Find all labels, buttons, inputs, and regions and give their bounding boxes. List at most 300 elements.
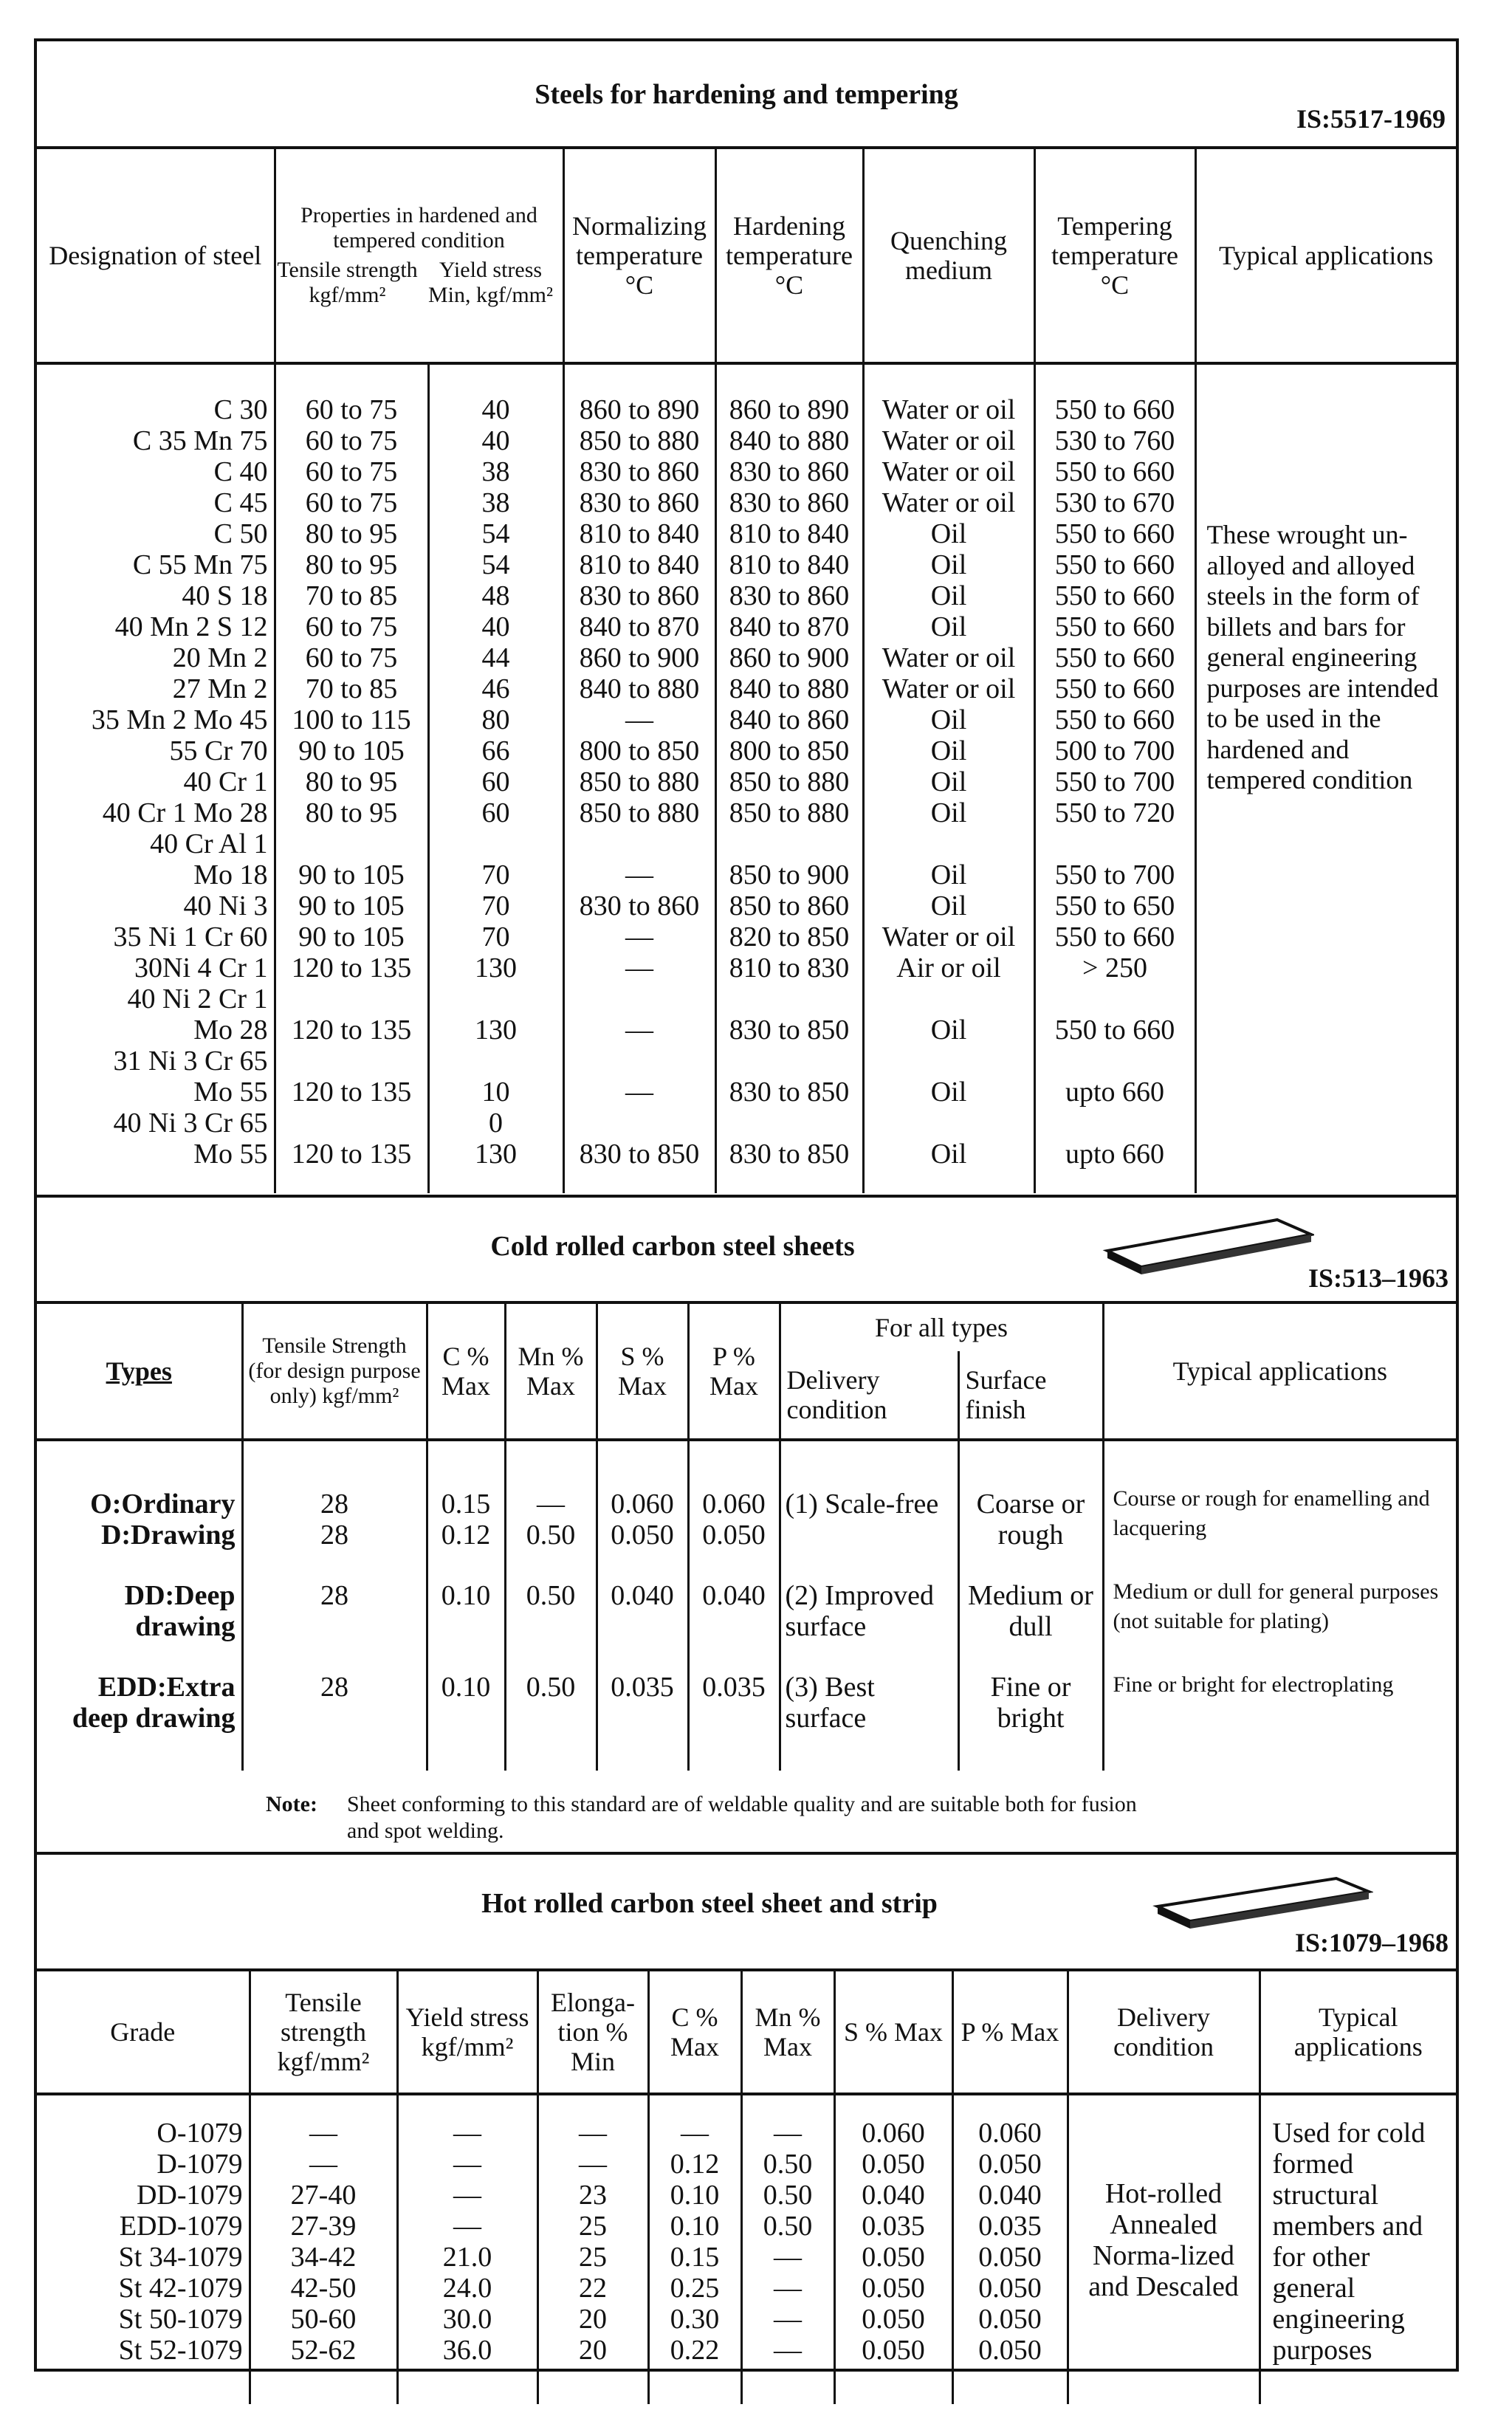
- table-cell: 830 to 860: [579, 487, 700, 518]
- header-s: S % Max: [597, 1304, 688, 1440]
- type-edd: EDD:Extra deep drawing: [72, 1672, 236, 1734]
- table-cell: 27-39: [290, 2211, 357, 2242]
- column-tempering: [1034, 363, 1195, 1193]
- table-cell: 23: [579, 2180, 607, 2211]
- table-cell: —: [625, 704, 653, 735]
- table-cell: O-1079: [157, 2118, 243, 2149]
- section2-standard: IS:513–1963: [1307, 1263, 1449, 1293]
- table-cell: 0.035: [978, 2211, 1042, 2242]
- table-cell: —: [309, 2118, 337, 2149]
- table-cell: [1036, 828, 1195, 859]
- table-cell: C 55 Mn 75: [132, 549, 268, 580]
- s-o: 0.060: [611, 1489, 674, 1520]
- delivery-3: (3) Best surface: [785, 1672, 875, 1734]
- c-d: 0.12: [441, 1520, 491, 1551]
- header-hardening: Hardening temperature °C: [715, 149, 863, 363]
- table-cell: 850 to 880: [579, 425, 700, 456]
- table-cell: 100 to 115: [292, 704, 411, 735]
- table-cell: [565, 1108, 715, 1139]
- table-cell: 830 to 860: [729, 487, 850, 518]
- table-cell: [865, 1108, 1034, 1139]
- table-cell: 120 to 135: [291, 952, 412, 983]
- table-cell: [430, 1046, 563, 1077]
- table-cell: 850 to 860: [729, 890, 850, 921]
- table-cell: 550 to 660: [1054, 642, 1175, 673]
- delivery-1: (1) Scale-free: [785, 1489, 939, 1520]
- table-cell: 0.050: [978, 2273, 1042, 2304]
- table-cell: Water or oil: [882, 425, 1016, 456]
- table-cell: 860 to 890: [579, 394, 700, 425]
- s-dd: 0.040: [611, 1580, 674, 1611]
- table-cell: 0.050: [862, 2273, 925, 2304]
- table-cell: —: [774, 2335, 802, 2366]
- table-cell: 30.0: [442, 2304, 492, 2335]
- header-delivery: Delivery condition: [1068, 1971, 1260, 2094]
- table-cell: 830 to 850: [729, 1015, 850, 1046]
- column-tensile: [250, 2094, 397, 2404]
- header-tensile: Tensile strength kgf/mm²: [277, 258, 418, 307]
- table-cell: C 40: [213, 456, 268, 487]
- table-cell: 70: [481, 890, 510, 921]
- table-cell: C 50: [213, 518, 268, 549]
- table-cell: 48: [481, 580, 510, 611]
- table-cell: Mo 18: [193, 859, 268, 890]
- type-o: O:Ordinary: [90, 1489, 236, 1520]
- table-cell: 530 to 760: [1054, 425, 1175, 456]
- column-quenching: [863, 363, 1034, 1193]
- table-cell: 840 to 880: [729, 673, 850, 704]
- table-cell: 550 to 700: [1054, 766, 1175, 797]
- table-cell: 130: [475, 952, 517, 983]
- section3-title: Hot rolled carbon steel sheet and strip: [481, 1888, 938, 1919]
- table-cell: upto 660: [1065, 1077, 1165, 1108]
- header-types: Types: [37, 1304, 242, 1440]
- s-edd: 0.035: [611, 1672, 674, 1703]
- table-cell: [865, 1046, 1034, 1077]
- table-cell: 38: [481, 456, 510, 487]
- table-cell: 40 Ni 3: [183, 890, 268, 921]
- table-cell: —: [453, 2180, 481, 2211]
- table-cell: Oil: [930, 611, 967, 642]
- header-surface: Surface finish: [958, 1351, 1103, 1440]
- c-o: 0.15: [441, 1489, 491, 1520]
- table-cell: 800 to 850: [729, 735, 850, 766]
- section2-title: Cold rolled carbon steel sheets: [490, 1231, 855, 1262]
- table-cell: 27-40: [290, 2180, 357, 2211]
- column-elongation: [537, 2094, 648, 2404]
- table-cell: 22: [579, 2273, 607, 2304]
- table-cell: 860 to 900: [729, 642, 850, 673]
- table-cell: 70: [481, 921, 510, 952]
- header-normalizing: Normalizing temperature °C: [563, 149, 715, 363]
- table-cell: [1036, 983, 1195, 1015]
- table-cell: Oil: [930, 549, 967, 580]
- table-cell: 40 S 18: [182, 580, 268, 611]
- table-cell: 54: [481, 518, 510, 549]
- tensile-o: 28: [320, 1489, 348, 1520]
- table-cell: 40: [481, 611, 510, 642]
- table-cell: —: [625, 1015, 653, 1046]
- column-c: [648, 2094, 741, 2404]
- table-cell: St 50-1079: [118, 2304, 243, 2335]
- table-cell: 90 to 105: [298, 735, 405, 766]
- header-designation: Designation of steel: [37, 149, 275, 363]
- table-cell: [565, 1046, 715, 1077]
- header-for-all-types: For all types: [780, 1304, 1103, 1351]
- table-cell: [717, 983, 862, 1015]
- mn-edd: 0.50: [526, 1672, 576, 1703]
- table-cell: 90 to 105: [298, 890, 405, 921]
- table-cell: 0.060: [862, 2118, 925, 2149]
- table-cell: 810 to 840: [579, 518, 700, 549]
- table-cell: 25: [579, 2211, 607, 2242]
- column-delivery: [780, 1440, 958, 1771]
- column-mn: [505, 1440, 597, 1771]
- table-cell: 0.050: [978, 2335, 1042, 2366]
- table-cell: 80: [481, 704, 510, 735]
- table-cell: 830 to 860: [729, 580, 850, 611]
- table-cell: 550 to 660: [1054, 673, 1175, 704]
- header-c: C % Max: [427, 1304, 505, 1440]
- header-p: P % Max: [688, 1304, 780, 1440]
- table-cell: St 52-1079: [118, 2335, 243, 2366]
- header-s: S % Max: [834, 1971, 952, 2094]
- table-cell: 130: [475, 1015, 517, 1046]
- table-cell: 0.060: [978, 2118, 1042, 2149]
- table-cell: Water or oil: [882, 642, 1016, 673]
- table-cell: —: [309, 2149, 337, 2180]
- tensile-edd: 28: [320, 1672, 348, 1703]
- table-cell: 31 Ni 3 Cr 65: [113, 1046, 268, 1077]
- table-cell: Air or oil: [896, 952, 1001, 983]
- type-d: D:Drawing: [100, 1520, 236, 1551]
- table-cell: 0: [489, 1108, 503, 1139]
- table-cell: 44: [481, 642, 510, 673]
- table-cell: 120 to 135: [291, 1015, 412, 1046]
- c-edd: 0.10: [441, 1672, 491, 1703]
- table-cell: 30Ni 4 Cr 1: [134, 952, 268, 983]
- table-cell: [565, 983, 715, 1015]
- header-delivery: Delivery condition: [780, 1351, 958, 1440]
- table-cell: [865, 828, 1034, 859]
- table-cell: —: [774, 2118, 802, 2149]
- table-cell: 80 to 95: [305, 797, 398, 828]
- table-cell: Oil: [930, 1015, 967, 1046]
- table-cell: 80 to 95: [305, 766, 398, 797]
- table-cell: 0.25: [670, 2273, 720, 2304]
- applications-text: These wrought un-alloyed and alloyed steels in the form of billets and bars for general engineering purposes are intended to be used in the hardened and tempered condition: [1195, 363, 1456, 1193]
- table-cell: 840 to 880: [729, 425, 850, 456]
- table-cell: C 45: [213, 487, 268, 518]
- table-cell: 20: [579, 2335, 607, 2366]
- table-cell: Water or oil: [882, 921, 1016, 952]
- table-cell: 0.15: [670, 2242, 720, 2273]
- table-cell: 830 to 850: [729, 1139, 850, 1170]
- header-elongation: Elonga-tion % Min: [537, 1971, 648, 2094]
- table-cell: 40 Cr Al 1: [150, 828, 268, 859]
- section1-title: Steels for hardening and tempering: [535, 79, 958, 110]
- table-cell: Water or oil: [882, 487, 1016, 518]
- column-yield: [428, 363, 563, 1193]
- table-cell: 0.050: [862, 2304, 925, 2335]
- table-cell: 840 to 860: [729, 704, 850, 735]
- header-applications: Typical applications: [1260, 1971, 1456, 2094]
- table-cell: —: [579, 2118, 607, 2149]
- table-cell: 42-50: [290, 2273, 357, 2304]
- applications-text: Used for cold formed structural members and for other general engineering purposes: [1260, 2094, 1456, 2404]
- table-cell: 550 to 660: [1054, 921, 1175, 952]
- table-cell: [276, 1108, 427, 1139]
- table-cell: 830 to 860: [579, 456, 700, 487]
- table-cell: [430, 828, 563, 859]
- table-cell: 840 to 870: [579, 611, 700, 642]
- column-designation: [37, 363, 275, 1193]
- mn-dd: 0.50: [526, 1580, 576, 1611]
- note-text: Sheet conforming to this standard are of weldable quality and are suitable both for fusion and spot welding.: [347, 1792, 1137, 1843]
- table-cell: 550 to 660: [1054, 580, 1175, 611]
- table-cell: 550 to 660: [1054, 611, 1175, 642]
- table-cell: 810 to 840: [729, 549, 850, 580]
- column-c: [427, 1440, 505, 1771]
- table-cell: 80 to 95: [305, 549, 398, 580]
- column-surface: [958, 1440, 1103, 1771]
- table-cell: 40 Mn 2 S 12: [114, 611, 268, 642]
- mn-o: —: [537, 1489, 565, 1520]
- table-cell: 40 Cr 1 Mo 28: [102, 797, 268, 828]
- table-cell: 25: [579, 2242, 607, 2273]
- table-cell: —: [774, 2273, 802, 2304]
- header-applications: Typical applications: [1103, 1304, 1456, 1440]
- table-cell: 0.050: [862, 2242, 925, 2273]
- table-cell: 60 to 75: [305, 611, 398, 642]
- p-dd: 0.040: [702, 1580, 766, 1611]
- table-cell: 66: [481, 735, 510, 766]
- table-cell: 70 to 85: [305, 580, 398, 611]
- table-cell: 40: [481, 425, 510, 456]
- divider: [37, 1852, 1456, 1855]
- table-cell: 130: [475, 1139, 517, 1170]
- column-p: [688, 1440, 780, 1771]
- table-cell: 0.30: [670, 2304, 720, 2335]
- table-cell: [717, 1046, 862, 1077]
- table-cell: 20: [579, 2304, 607, 2335]
- table-cell: 830 to 860: [579, 580, 700, 611]
- table-cell: [717, 1108, 862, 1139]
- table-cell: 550 to 720: [1054, 797, 1175, 828]
- table-cell: 38: [481, 487, 510, 518]
- table-cell: 0.12: [670, 2149, 720, 2180]
- table-cell: 55 Cr 70: [169, 735, 268, 766]
- table-cell: Oil: [930, 704, 967, 735]
- table-cell: St 42-1079: [118, 2273, 243, 2304]
- table-cell: [717, 828, 862, 859]
- table-cell: [865, 983, 1034, 1015]
- table-cell: 90 to 105: [298, 921, 405, 952]
- table-cell: —: [579, 2149, 607, 2180]
- table-cell: 550 to 660: [1054, 704, 1175, 735]
- divider: [37, 1195, 1456, 1198]
- table-cell: 550 to 660: [1054, 394, 1175, 425]
- table-cell: 840 to 870: [729, 611, 850, 642]
- header-properties: [275, 149, 563, 363]
- table-cell: 27 Mn 2: [172, 673, 268, 704]
- table-cell: 60 to 75: [305, 642, 398, 673]
- table-cell: 550 to 660: [1054, 549, 1175, 580]
- table-cell: D-1079: [157, 2149, 243, 2180]
- column-tensile: [242, 1440, 427, 1771]
- delivery-2: (2) Improved surface: [785, 1580, 935, 1642]
- table-cell: [276, 1046, 427, 1077]
- table-cell: 0.050: [862, 2335, 925, 2366]
- table-cell: 60: [481, 766, 510, 797]
- table-cell: Mo 55: [193, 1077, 268, 1108]
- header-p: P % Max: [952, 1971, 1068, 2094]
- p-d: 0.050: [702, 1520, 766, 1551]
- table-cell: 550 to 660: [1054, 518, 1175, 549]
- table-cell: [276, 828, 427, 859]
- table-cell: C 35 Mn 75: [132, 425, 268, 456]
- table-cell: 820 to 850: [729, 921, 850, 952]
- table-cell: Oil: [930, 797, 967, 828]
- table-cell: 0.10: [670, 2180, 720, 2211]
- table-cell: Oil: [930, 580, 967, 611]
- table-cell: 0.10: [670, 2211, 720, 2242]
- table-cell: 40 Ni 3 Cr 65: [113, 1108, 268, 1139]
- table-cell: 500 to 700: [1054, 735, 1175, 766]
- table-cell: Water or oil: [882, 394, 1016, 425]
- table-cell: 60 to 75: [305, 487, 398, 518]
- table-cell: 50-60: [290, 2304, 357, 2335]
- column-types: [37, 1440, 242, 1771]
- table-cell: 120 to 135: [291, 1139, 412, 1170]
- header-tensile: Tensile strength kgf/mm²: [250, 1971, 397, 2094]
- table-cell: Oil: [930, 735, 967, 766]
- table-cell: 850 to 880: [579, 797, 700, 828]
- table-cell: 810 to 840: [579, 549, 700, 580]
- header-properties-label: Properties in hardened and tempered condition: [300, 203, 537, 253]
- table-cell: 800 to 850: [579, 735, 700, 766]
- surface-3: Fine or bright: [990, 1672, 1071, 1734]
- column-applications: [1103, 1440, 1456, 1771]
- table-cell: 0.050: [978, 2149, 1042, 2180]
- table-cell: 10: [481, 1077, 510, 1108]
- note-label: Note:: [266, 1792, 317, 1816]
- p-edd: 0.035: [702, 1672, 766, 1703]
- p-o: 0.060: [702, 1489, 766, 1520]
- table-cell: —: [774, 2304, 802, 2335]
- steel-sheet-icon: [1100, 1215, 1314, 1282]
- table-cell: Oil: [930, 859, 967, 890]
- tensile-dd: 28: [320, 1580, 348, 1611]
- header-mn: Mn % Max: [505, 1304, 597, 1440]
- table-cell: —: [453, 2211, 481, 2242]
- table-cell: 850 to 880: [729, 766, 850, 797]
- table-cell: 34-42: [290, 2242, 357, 2273]
- table-cell: —: [625, 952, 653, 983]
- table-cell: Oil: [930, 1077, 967, 1108]
- table-cell: 850 to 880: [729, 797, 850, 828]
- table-cell: 0.050: [978, 2242, 1042, 2273]
- header-yield: Yield stress Min, kgf/mm²: [428, 258, 553, 307]
- table-cell: 0.22: [670, 2335, 720, 2366]
- table-cell: —: [681, 2118, 709, 2149]
- table-cell: Mo 55: [193, 1139, 268, 1170]
- table-cell: [430, 983, 563, 1015]
- header-tensile: Tensile Strength (for design purpose only) kgf/mm²: [242, 1304, 427, 1440]
- table-cell: 830 to 850: [579, 1139, 700, 1170]
- table-cell: 0.50: [763, 2180, 813, 2211]
- table-cell: 90 to 105: [298, 859, 405, 890]
- table-cell: 0.040: [862, 2180, 925, 2211]
- table-cell: 40 Ni 2 Cr 1: [127, 983, 268, 1015]
- table-cell: 830 to 860: [579, 890, 700, 921]
- column-s: [834, 2094, 952, 2404]
- table-cell: —: [453, 2149, 481, 2180]
- table-cell: —: [625, 859, 653, 890]
- table-cell: 80 to 95: [305, 518, 398, 549]
- table-cell: 810 to 840: [729, 518, 850, 549]
- table-cell: Water or oil: [882, 673, 1016, 704]
- table-cell: Oil: [930, 890, 967, 921]
- header-quenching: Quenching medium: [863, 149, 1034, 363]
- table-cell: 46: [481, 673, 510, 704]
- header-c: C % Max: [648, 1971, 741, 2094]
- column-hardening: [715, 363, 863, 1193]
- table-cell: Water or oil: [882, 456, 1016, 487]
- data-sheet: [34, 38, 1459, 2372]
- header-mn: Mn % Max: [741, 1971, 834, 2094]
- s-d: 0.050: [611, 1520, 674, 1551]
- table-cell: 830 to 850: [729, 1077, 850, 1108]
- header-tempering: Tempering temperature °C: [1034, 149, 1195, 363]
- table-cell: 550 to 650: [1054, 890, 1175, 921]
- header-applications: Typical applications: [1195, 149, 1456, 363]
- column-tensile: [275, 363, 428, 1193]
- table-cell: 830 to 860: [729, 456, 850, 487]
- table-cell: 21.0: [442, 2242, 492, 2273]
- table-cell: 530 to 670: [1054, 487, 1175, 518]
- table-cell: 60: [481, 797, 510, 828]
- section1-standard: IS:5517-1969: [1296, 104, 1446, 134]
- header-yield: Yield stress kgf/mm²: [397, 1971, 537, 2094]
- table-cell: 550 to 700: [1054, 859, 1175, 890]
- table-cell: 20 Mn 2: [172, 642, 268, 673]
- table-cell: 550 to 660: [1054, 456, 1175, 487]
- table-cell: DD-1079: [136, 2180, 243, 2211]
- table-cell: 0.050: [978, 2304, 1042, 2335]
- table-cell: 70 to 85: [305, 673, 398, 704]
- table-cell: St 34-1079: [118, 2242, 243, 2273]
- application-3: Fine or bright for electroplating: [1113, 1672, 1394, 1697]
- table-cell: upto 660: [1065, 1139, 1165, 1170]
- delivery-text: Hot-rolled Annealed Norma-lized and Descaled: [1068, 2094, 1260, 2404]
- table-cell: Oil: [930, 766, 967, 797]
- surface-1: Coarse or rough: [976, 1489, 1085, 1551]
- table-cell: 850 to 900: [729, 859, 850, 890]
- table-cell: 52-62: [290, 2335, 357, 2366]
- table-cell: 0.50: [763, 2211, 813, 2242]
- hot-rolled-table: [37, 1971, 1456, 2404]
- table-cell: [276, 983, 427, 1015]
- table-cell: 120 to 135: [291, 1077, 412, 1108]
- table-cell: 60 to 75: [305, 394, 398, 425]
- table-cell: 0.040: [978, 2180, 1042, 2211]
- mn-d: 0.50: [526, 1520, 576, 1551]
- column-p: [952, 2094, 1068, 2404]
- tensile-d: 28: [320, 1520, 348, 1551]
- table-cell: [1036, 1108, 1195, 1139]
- application-1: Course or rough for enamelling and lacquering: [1113, 1486, 1430, 1540]
